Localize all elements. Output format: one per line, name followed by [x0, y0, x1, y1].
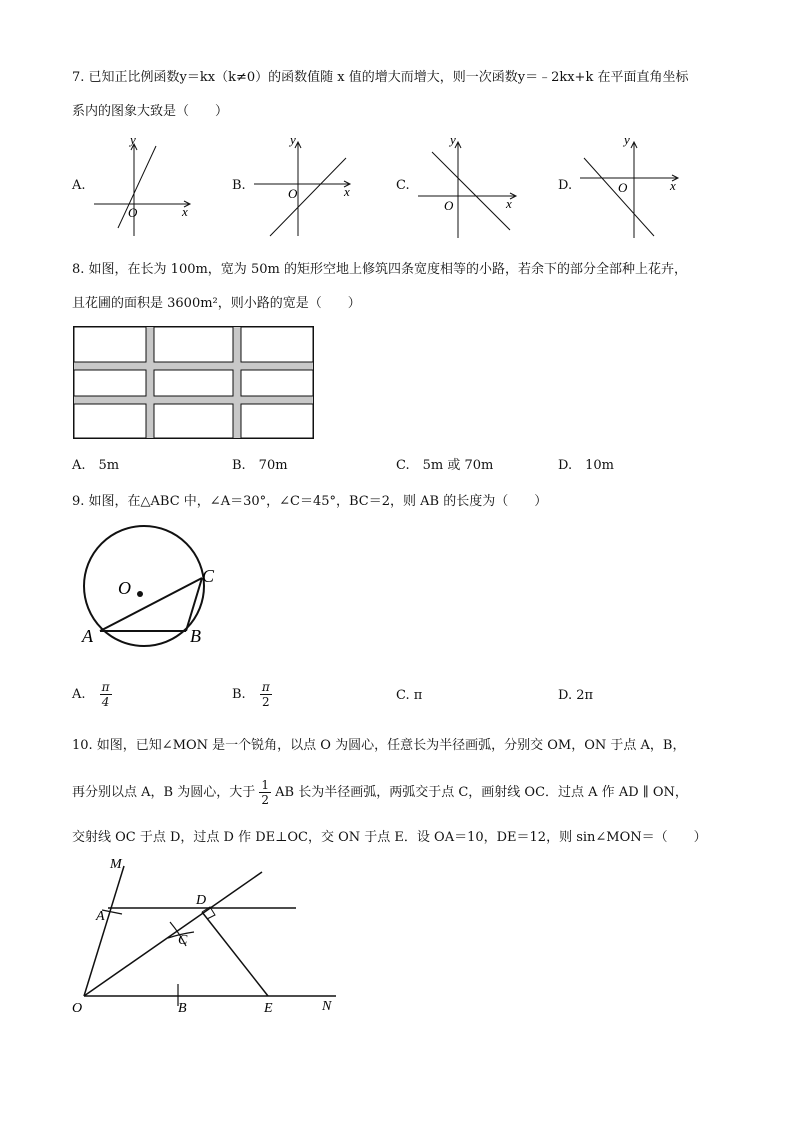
q10-label-e: E [264, 1001, 273, 1016]
q8-option-b: B. 70m [232, 458, 288, 473]
q7-option-b-label: B. [232, 178, 246, 193]
q9-option-a-den: 4 [101, 695, 110, 709]
q7-stem-line2: 系内的图象大致是（ ） [72, 104, 229, 119]
q7a-y-label: y [130, 132, 136, 147]
q9-option-b-num: π [261, 680, 270, 694]
q7d-origin-label: O [618, 180, 628, 195]
q7-graph-a [90, 132, 210, 242]
q9-label-a: A [82, 626, 93, 646]
q7-option-a-label: A. [72, 178, 86, 193]
q7c-x-label: x [506, 196, 512, 211]
q10-label-d: D [196, 893, 207, 908]
q8-option-a: A. 5m [72, 458, 120, 473]
q10-label-o: O [72, 1001, 83, 1016]
q7-stem-line1: 7. 已知正比例函数y＝kx（k≠0）的函数值随 x 值的增大而增大，则一次函数y＝﹣2kx+k 在平面直角坐标 [72, 70, 689, 85]
q7-option-c-label: C. [396, 178, 410, 193]
q7c-y-label: y [450, 132, 456, 147]
q7-graph-c [414, 132, 534, 242]
q9-option-d: D. 2π [558, 688, 594, 703]
q8-garden-figure [73, 326, 315, 440]
q9-label-c: C [202, 566, 215, 586]
q10-line2-pre: 再分别以点 A，B 为圆心，大于 [72, 785, 256, 800]
q10-label-c: C [178, 933, 188, 948]
q8-stem-line1: 8. 如图，在长为 100m，宽为 50m 的矩形空地上修筑四条宽度相等的小路，若余下的部分全部种上花卉， [72, 262, 687, 277]
q9-option-c: C. π [396, 688, 423, 703]
q9-option-a-num: π [101, 680, 110, 694]
q7d-x-label: x [670, 178, 676, 193]
q10-construction-figure [70, 852, 350, 1022]
q10-stem-line1: 10. 如图，已知∠MON 是一个锐角，以点 O 为圆心，任意长为半径画弧，分别交 OM，ON 于点 A，B， [72, 738, 686, 753]
q10-line2-post: AB 长为半径画弧，两弧交于点 C，画射线 OC．过点 A 作 AD ∥ ON， [275, 785, 688, 800]
q7b-y-label: y [290, 132, 296, 147]
q10-stem-line2 [72, 778, 688, 807]
q9-stem-line1: 9. 如图，在△ABC 中，∠A＝30°，∠C＝45°，BC＝2，则 AB 的长度为（ ） [72, 494, 548, 509]
q9-option-b [232, 680, 272, 709]
q7-graph-b [250, 132, 370, 242]
q7-option-d-label: D. [558, 178, 573, 193]
q10-label-b: B [178, 1001, 187, 1016]
q10-frac-num: 1 [261, 778, 269, 792]
q7b-origin-label: O [288, 186, 298, 201]
q10-stem-line3: 交射线 OC 于点 D，过点 D 作 DE⊥OC，交 ON 于点 E．设 OA＝10，DE＝12，则 sin∠MON＝（ ） [72, 830, 707, 845]
q9-label-o: O [118, 578, 131, 598]
q9-option-b-den: 2 [261, 695, 270, 709]
q8-stem-line2: 且花圃的面积是 3600m²，则小路的宽是（ ） [72, 296, 361, 311]
q7-graph-d [576, 132, 696, 242]
q10-label-a: A [96, 909, 105, 924]
q7a-origin-label: O [128, 205, 138, 220]
q9-option-a [72, 680, 112, 709]
q10-label-n: N [322, 999, 332, 1014]
q7c-origin-label: O [444, 198, 454, 213]
q9-option-b-prefix: B. [232, 687, 246, 702]
q7a-x-label: x [182, 204, 188, 219]
q9-option-a-prefix: A. [72, 687, 86, 702]
q8-option-c: C. 5m 或 70m [396, 458, 494, 473]
q7d-y-label: y [624, 132, 630, 147]
q7b-x-label: x [344, 184, 350, 199]
q10-label-m: M [110, 857, 122, 872]
q8-option-d: D. 10m [558, 458, 614, 473]
q9-label-b: B [190, 626, 201, 646]
q9-circle-figure [76, 524, 226, 654]
q10-frac-den: 2 [261, 793, 269, 807]
